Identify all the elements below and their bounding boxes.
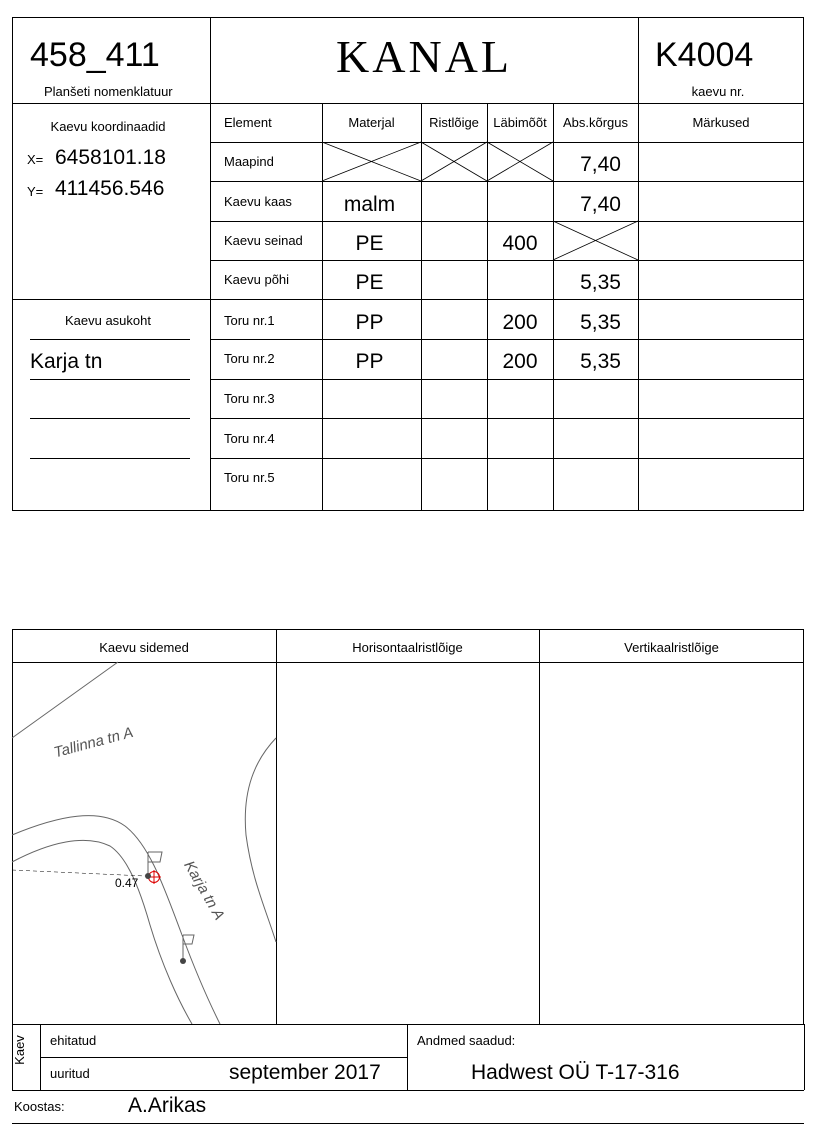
table-row-label: Toru nr.2 <box>224 351 275 366</box>
author-name: A.Arikas <box>128 1094 207 1117</box>
horizontal-section-label: Horisontaalristlõige <box>352 640 463 655</box>
table-cell-height: 7,40 <box>580 193 621 216</box>
table-row-label: Maapind <box>224 154 274 169</box>
location-street: Karja tn <box>30 350 103 373</box>
nomenclature-value: 458_411 <box>30 36 160 74</box>
table-row-label: Kaevu seinad <box>224 233 303 248</box>
surveyed-date: september 2017 <box>229 1061 381 1084</box>
page-title: KANAL <box>336 31 512 82</box>
header-material: Materjal <box>348 115 395 130</box>
header-notes: Märkused <box>692 115 750 130</box>
table-cell-material: PE <box>355 271 384 294</box>
nomenclature-label: Planšeti nomenklatuur <box>44 84 173 99</box>
data-received-label: Andmed saadud: <box>417 1033 516 1048</box>
table-cell-material: PP <box>355 311 384 334</box>
side-label-kaev: Kaev <box>12 1035 27 1065</box>
vertical-section-label: Vertikaalristlõige <box>624 640 719 655</box>
table-cell-material: PP <box>355 350 384 373</box>
table-cell-diameter: 200 <box>502 311 538 334</box>
table-row-label: Toru nr.4 <box>224 431 275 446</box>
connections-label: Kaevu sidemed <box>99 640 189 655</box>
divider <box>40 1057 407 1058</box>
divider <box>407 1024 408 1090</box>
well-number-label: kaevu nr. <box>691 84 745 99</box>
author-label: Koostas: <box>14 1099 65 1114</box>
table-cell-height: 7,40 <box>580 153 621 176</box>
table-cell-height: 5,35 <box>580 271 621 294</box>
location-label: Kaevu asukoht <box>64 313 151 328</box>
map-street-label-tallinna: Tallinna tn A <box>52 723 136 762</box>
map-offset-label: 0.47 <box>115 876 139 890</box>
data-source: Hadwest OÜ T-17-316 <box>471 1061 680 1084</box>
divider <box>804 1024 805 1090</box>
x-label: X= <box>27 152 44 167</box>
well-number: K4004 <box>655 36 754 74</box>
surveyed-label: uuritud <box>50 1066 90 1081</box>
y-value: 411456.546 <box>55 177 165 200</box>
divider <box>12 1090 804 1091</box>
x-value: 6458101.18 <box>55 146 166 169</box>
header-abs-height: Abs.kõrgus <box>562 115 629 130</box>
table-row-label: Toru nr.5 <box>224 470 275 485</box>
table-row-label: Toru nr.3 <box>224 391 275 406</box>
divider <box>12 1024 804 1025</box>
divider <box>12 1123 804 1124</box>
table-cell-height: 5,35 <box>580 350 621 373</box>
table-cell-height: 5,35 <box>580 311 621 334</box>
table-cell-material: PE <box>355 232 384 255</box>
y-label: Y= <box>27 184 44 199</box>
header-diameter: Läbimõõt <box>493 115 547 130</box>
header-cross-section: Ristlõige <box>429 115 479 130</box>
header-element: Element <box>224 115 272 130</box>
table-row-label: Kaevu põhi <box>224 272 290 287</box>
table-row-label: Toru nr.1 <box>224 313 275 328</box>
coordinates-label: Kaevu koordinaadid <box>50 119 166 134</box>
table-row-label: Kaevu kaas <box>224 194 292 209</box>
table-cell-diameter: 400 <box>502 232 538 255</box>
built-label: ehitatud <box>50 1033 97 1048</box>
table-cell-material: malm <box>343 193 396 216</box>
table-cell-diameter: 200 <box>502 350 538 373</box>
map-street-label-karja: Karja tn A <box>180 858 228 924</box>
